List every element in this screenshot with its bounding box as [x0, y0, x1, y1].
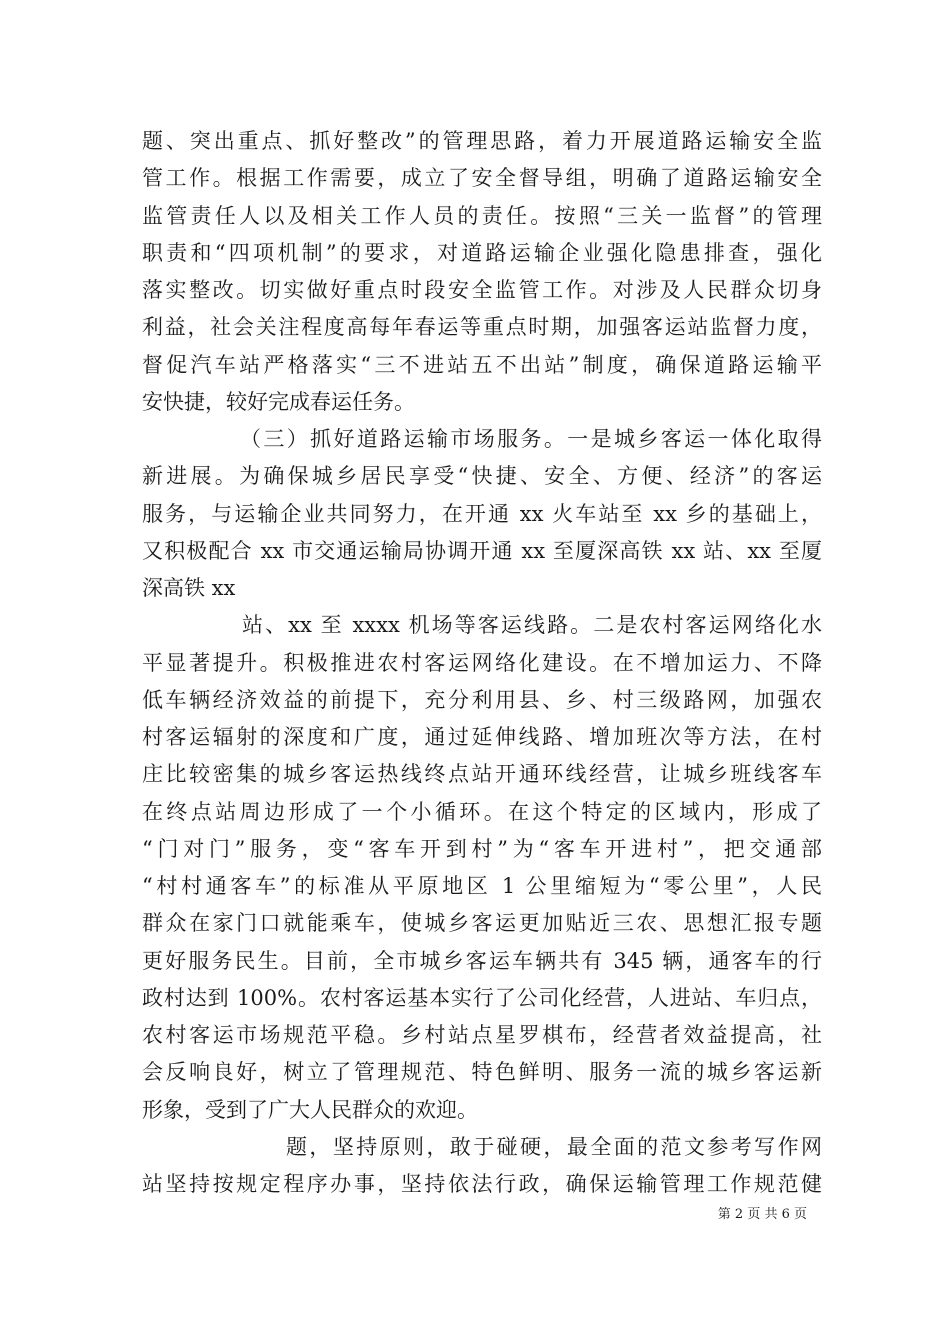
- text-line: 管工作。根据工作需要，成立了安全督导组，明确了道路运输安全: [142, 166, 822, 190]
- text-line: 职责和“四项机制”的要求，对道路运输企业强化隐患排查，强化: [142, 241, 822, 265]
- text-line: 平显著提升。积极推进农村客运网络化建设。在不增加运力、不降: [142, 651, 822, 675]
- text-line: 群众在家门口就能乘车，使城乡客运更加贴近三农、思想汇报专题: [142, 911, 822, 935]
- text-line: 会反响良好，树立了管理规范、特色鲜明、服务一流的城乡客运新: [142, 1060, 822, 1084]
- text-line: 站、xx 至 xxxx 机场等客运线路。二是农村客运网络化水: [242, 613, 822, 637]
- text-line: 落实整改。切实做好重点时段安全监管工作。对涉及人民群众切身: [142, 278, 822, 302]
- text-line: 利益，社会关注程度高每年春运等重点时期，加强客运站监督力度，: [142, 315, 822, 339]
- text-line: “门对门”服务，变“客车开到村”为“客车开进村”，把交通部: [142, 837, 822, 861]
- text-line: 监管责任人以及相关工作人员的责任。按照“三关一监督”的管理: [142, 204, 822, 228]
- text-line: 服务，与运输企业共同努力，在开通 xx 火车站至 xx 乡的基础上，: [142, 502, 822, 526]
- text-line: 村客运辐射的深度和广度，通过延伸线路、增加班次等方法，在村: [142, 725, 822, 749]
- text-line: 深高铁 xx: [142, 576, 236, 600]
- text-line: 题、突出重点、抓好整改”的管理思路，着力开展道路运输安全监: [142, 129, 822, 153]
- text-line: 在终点站周边形成了一个小循环。在这个特定的区域内，形成了: [142, 800, 822, 824]
- text-line: 安快捷，较好完成春运任务。: [142, 390, 415, 414]
- text-line: “村村通客车”的标准从平原地区 1 公里缩短为“零公里”，人民: [142, 874, 822, 898]
- text-line: 政村达到 100%。农村客运基本实行了公司化经营，人进站、车归点，: [142, 986, 822, 1010]
- text-line: 农村客运市场规范平稳。乡村站点星罗棋布，经营者效益提高，社: [142, 1023, 822, 1047]
- text-line: 站坚持按规定程序办事，坚持依法行政，确保运输管理工作规范健: [142, 1172, 822, 1196]
- text-line: 新进展。为确保城乡居民享受“快捷、安全、方便、经济”的客运: [142, 464, 822, 488]
- text-line: 庄比较密集的城乡客运热线终点站开通环线经营，让城乡班线客车: [142, 762, 822, 786]
- text-line: 督促汽车站严格落实“三不进站五不出站”制度，确保道路运输平: [142, 353, 822, 377]
- text-line: 更好服务民生。目前，全市城乡客运车辆共有 345 辆，通客车的行: [142, 949, 822, 973]
- section-heading-line: （三）抓好道路运输市场服务。一是城乡客运一体化取得: [240, 427, 822, 451]
- text-line: 又积极配合 xx 市交通运输局协调开通 xx 至厦深高铁 xx 站、xx 至厦: [142, 539, 822, 563]
- text-line: 题，坚持原则，敢于碰硬，最全面的范文参考写作网: [286, 1135, 822, 1159]
- page-number: 第 2 页 共 6 页: [717, 1207, 807, 1222]
- text-line: 形象，受到了广大人民群众的欢迎。: [142, 1098, 478, 1122]
- text-line: 低车辆经济效益的前提下，充分利用县、乡、村三级路网，加强农: [142, 688, 822, 712]
